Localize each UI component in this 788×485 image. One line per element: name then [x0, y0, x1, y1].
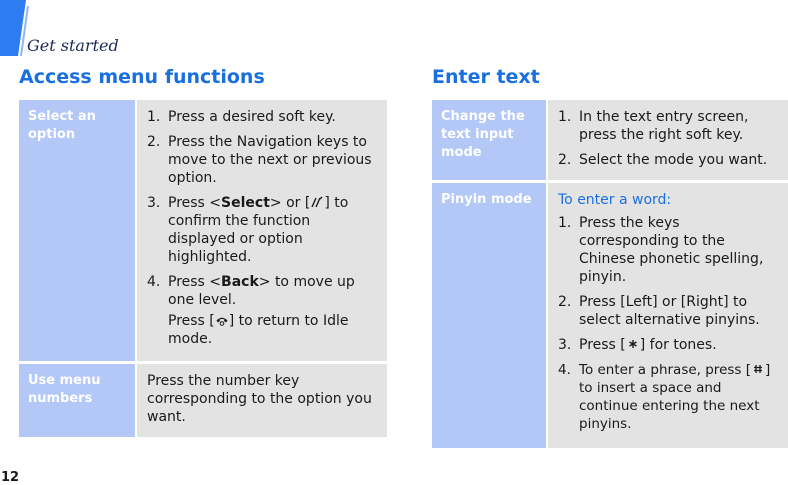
ok-key-icon [310, 195, 324, 209]
star-key-icon [626, 337, 640, 351]
list-item: 1. Press the keys corresponding to the Chinese phonetic spelling, pinyin. [558, 215, 764, 285]
table-row [19, 100, 387, 361]
list-item: 1. In the text entry screen, press the right soft key. [558, 109, 749, 143]
intro-text: To enter a word: [558, 192, 672, 208]
list-item: 3. Press <Select> or [ ] to confirm the function displayed or option highlighted. [147, 195, 349, 265]
page-number: 12 [1, 470, 20, 485]
row-heading: Select an option [19, 100, 135, 361]
end-call-key-icon [215, 313, 229, 327]
list-item: 2. Press [Left] or [Right] to select alternative pinyins. [558, 294, 760, 328]
list-item: 4. Press <Back> to move up one level. [147, 274, 355, 308]
list-item: 1. Press a desired soft key. [147, 109, 336, 125]
row-content: Press the number key corresponding to the option you want. [137, 364, 387, 437]
page-title-left: Access menu functions [19, 66, 265, 88]
menu-functions-table [19, 100, 387, 437]
hash-key-icon [751, 362, 765, 376]
table-row [19, 364, 387, 437]
table-row [432, 183, 788, 448]
list-item: 2. Press the Navigation keys to move to the next or previous option. [147, 134, 372, 186]
list-item: 4. To enter a phrase, press [ ] to insert a space and continue entering the next pinyins. [558, 362, 771, 432]
row-heading: Use menu numbers [19, 364, 135, 437]
enter-text-table [432, 100, 788, 448]
row-content [137, 100, 387, 361]
section-label: Get started [27, 36, 119, 55]
row-heading: Change the text input mode [432, 100, 546, 180]
list-item: 3. Press [ ] for tones. [558, 337, 717, 353]
step-note: Press [ ] to return to Idle mode. [168, 313, 349, 347]
list-item: 2. Select the mode you want. [558, 152, 768, 168]
row-content [548, 100, 788, 180]
table-row [432, 100, 788, 180]
row-content [548, 183, 788, 448]
row-heading: Pinyin mode [432, 183, 546, 448]
page-title-right: Enter text [432, 66, 540, 88]
